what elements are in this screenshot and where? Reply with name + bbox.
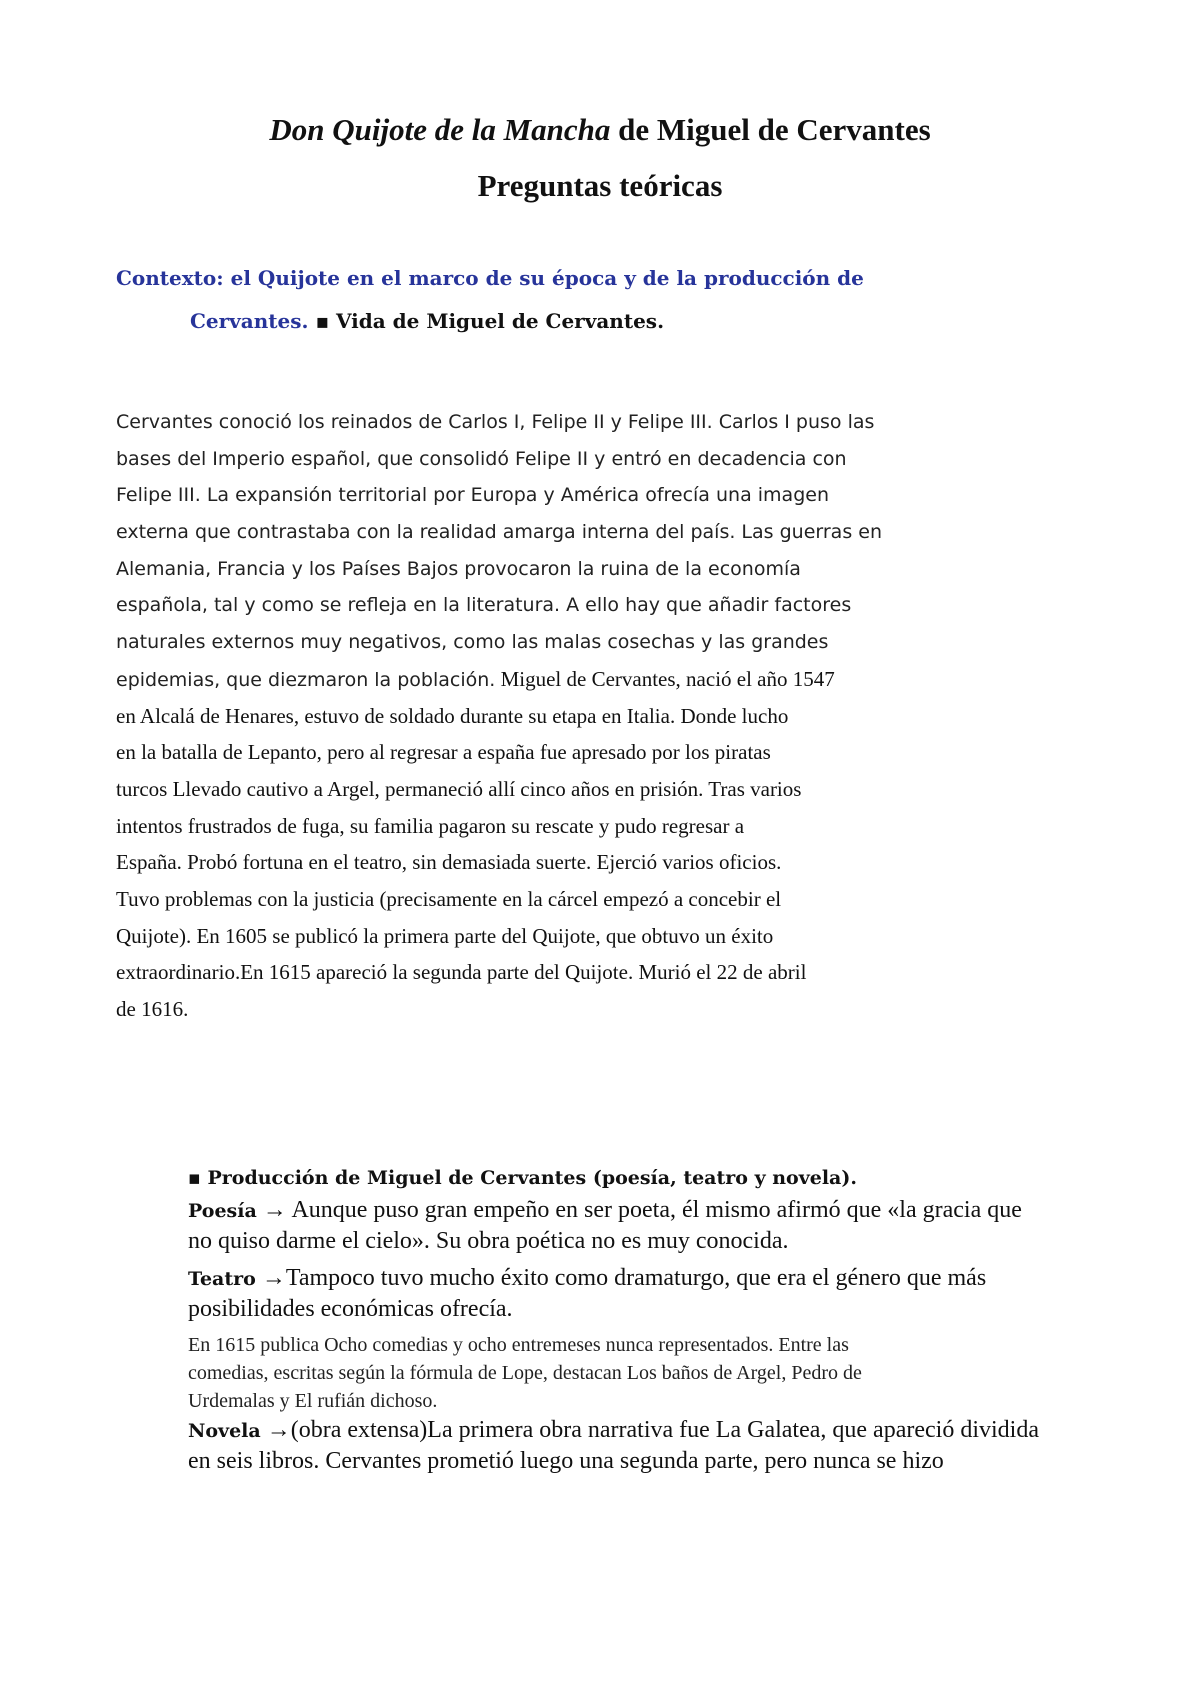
bio-line-mixed [116, 661, 936, 698]
bio-line: de 1616. [116, 997, 189, 1021]
title-rest: de Miguel de Cervantes [610, 112, 931, 147]
teatro-text: →Tampoco tuvo mucho éxito como dramaturgo, que era el género que más [255, 1265, 987, 1291]
teatro-detail-line: Urdemalas y El rufián dichoso. [188, 1390, 438, 1412]
production-heading: ▪ Producción de Miguel de Cervantes (poesía, teatro y novela). [188, 1167, 857, 1189]
document-subtitle: Preguntas teóricas [477, 168, 723, 203]
bio-line: España. Probó fortuna en el teatro, sin demasiada suerte. Ejerció varios oficios. [116, 850, 782, 875]
bio-line: Felipe III. La expansión territorial por Europa y América ofrecía una imagen [116, 484, 829, 507]
bio-line: bases del Imperio español, que consolidó Felipe II y entró en decadencia con [116, 447, 847, 470]
teatro-detail-line: En 1615 publica Ocho comedias y ocho entremeses nunca representados. Entre las [188, 1334, 849, 1356]
poesia-label: Poesía [188, 1200, 257, 1222]
production-section [188, 1162, 1088, 1477]
novela-line-2: en seis libros. Cervantes prometió luego una segunda parte, pero nunca se hizo [188, 1448, 944, 1474]
bio-line: en la batalla de Lepanto, pero al regresar a españa fue apresado por los piratas [116, 740, 771, 765]
bio-mixed-sans: epidemias, que diezmaron la población. [116, 668, 496, 691]
poesia-line-2: no quiso darme el cielo». Su obra poética no es muy conocida. [188, 1228, 789, 1254]
bio-line: extraordinario.En 1615 apareció la segunda parte del Quijote. Murió el 22 de abril [116, 960, 807, 985]
poesia-text: → Aunque puso gran empeño en ser poeta, él mismo afirmó que «la gracia que [256, 1197, 1022, 1223]
bio-line: Alemania, Francia y los Países Bajos provocaron la ruina de la economía [116, 557, 801, 580]
bio-line: Tuvo problemas con la justicia (precisamente en la cárcel empezó a concebir el [116, 886, 782, 911]
document-title [0, 112, 1200, 148]
novela-text: →(obra extensa)La primera obra narrativa fue La Galatea, que apareció dividida [260, 1417, 1039, 1443]
bio-line: intentos frustrados de fuga, su familia pagaron su rescate y pudo regresar a [116, 813, 745, 838]
bio-line: española, tal y como se refleja en la literatura. A ello hay que añadir factores [116, 594, 852, 617]
bio-line: externa que contrastaba con la realidad amarga interna del país. Las guerras en [116, 521, 882, 544]
teatro-line-2: posibilidades económicas ofrecía. [188, 1296, 513, 1322]
poesia-line-1 [188, 1195, 1088, 1226]
bio-line: Cervantes conoció los reinados de Carlos I, Felipe II y Felipe III. Carlos I puso las [116, 411, 875, 433]
teatro-detail-line: comedias, escritas según la fórmula de Lope, destacan Los baños de Argel, Pedro de [188, 1362, 862, 1384]
vida-heading: ▪ Vida de Miguel de Cervantes. [308, 309, 665, 333]
title-italic: Don Quijote de la Mancha [269, 112, 611, 147]
teatro-label: Teatro [188, 1268, 256, 1290]
novela-label: Novela [188, 1420, 261, 1442]
context-heading-cervantes: Cervantes. [190, 309, 309, 333]
bio-line: en Alcalá de Henares, estuvo de soldado durante su etapa en Italia. Donde lucho [116, 703, 789, 728]
bio-line: Quijote). En 1605 se publicó la primera parte del Quijote, que obtuvo un éxito [116, 923, 774, 948]
context-heading-line-1: Contexto: el Quijote en el marco de su época y de la producción de [116, 266, 864, 290]
context-heading-line-2 [190, 309, 664, 333]
bio-line: turcos Llevado cautivo a Argel, permaneció allí cinco años en prisión. Tras varios [116, 776, 802, 801]
biography-paragraph [116, 404, 936, 1028]
bio-line: naturales externos muy negativos, como las malas cosechas y las grandes [116, 631, 829, 654]
bio-mixed-serif: Miguel de Cervantes, nació el año 1547 [495, 666, 835, 691]
novela-line-1 [188, 1415, 1088, 1446]
teatro-line-1 [188, 1263, 1088, 1294]
